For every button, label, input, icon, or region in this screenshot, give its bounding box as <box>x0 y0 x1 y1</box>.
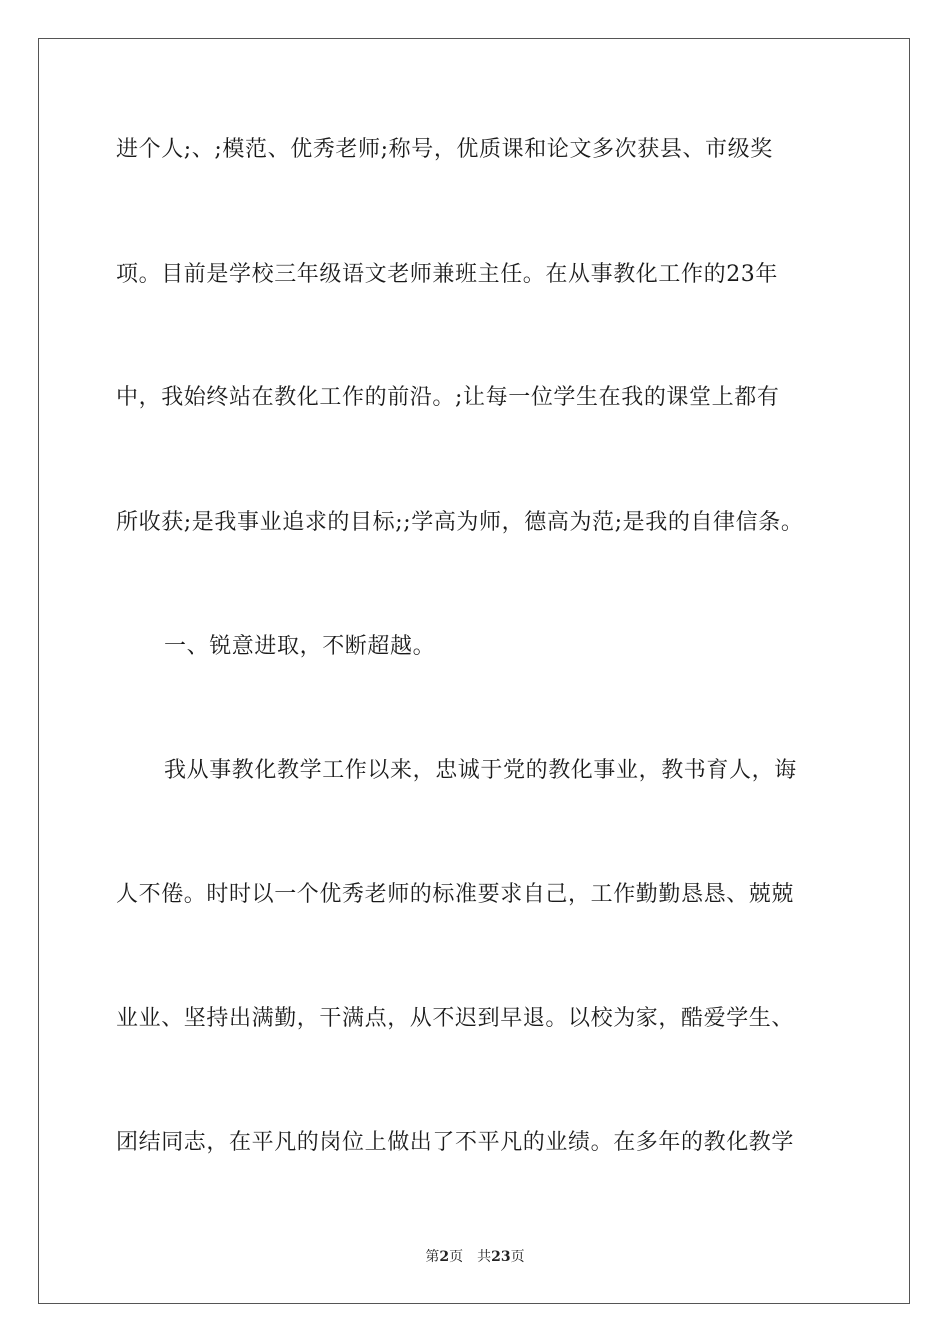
text-line: 进个人;、;模范、优秀老师;称号，优质课和论文多次获县、市级奖 <box>116 137 773 162</box>
text-line: 中，我始终站在教化工作的前沿。;让每一位学生在我的课堂上都有 <box>116 385 780 410</box>
text-line: 我从事教化教学工作以来，忠诚于党的教化事业，教书育人，诲 <box>164 758 797 783</box>
footer-middle: 页 共 <box>449 1249 492 1265</box>
footer-prefix: 第 <box>425 1249 440 1265</box>
page-border <box>38 38 910 1304</box>
total-page-count: 23 <box>491 1249 511 1265</box>
current-page-number: 2 <box>439 1249 450 1265</box>
text-line: 项。目前是学校三年级语文老师兼班主任。在从事教化工作的23年 <box>116 262 778 287</box>
text-line: 所收获;是我事业追求的目标;;学高为师，德高为范;是我的自律信条。 <box>116 510 804 535</box>
text-line: 团结同志，在平凡的岗位上做出了不平凡的业绩。在多年的教化教学 <box>116 1130 795 1155</box>
section-heading: 一、锐意进取，不断超越。 <box>164 634 436 659</box>
text-line: 业业、坚持出满勤，干满点，从不迟到早退。以校为家，酷爱学生、 <box>116 1006 795 1031</box>
page-number-footer <box>0 1248 950 1266</box>
footer-suffix: 页 <box>510 1249 525 1265</box>
text-line: 人不倦。时时以一个优秀老师的标准要求自己，工作勤勤恳恳、兢兢 <box>116 882 795 907</box>
